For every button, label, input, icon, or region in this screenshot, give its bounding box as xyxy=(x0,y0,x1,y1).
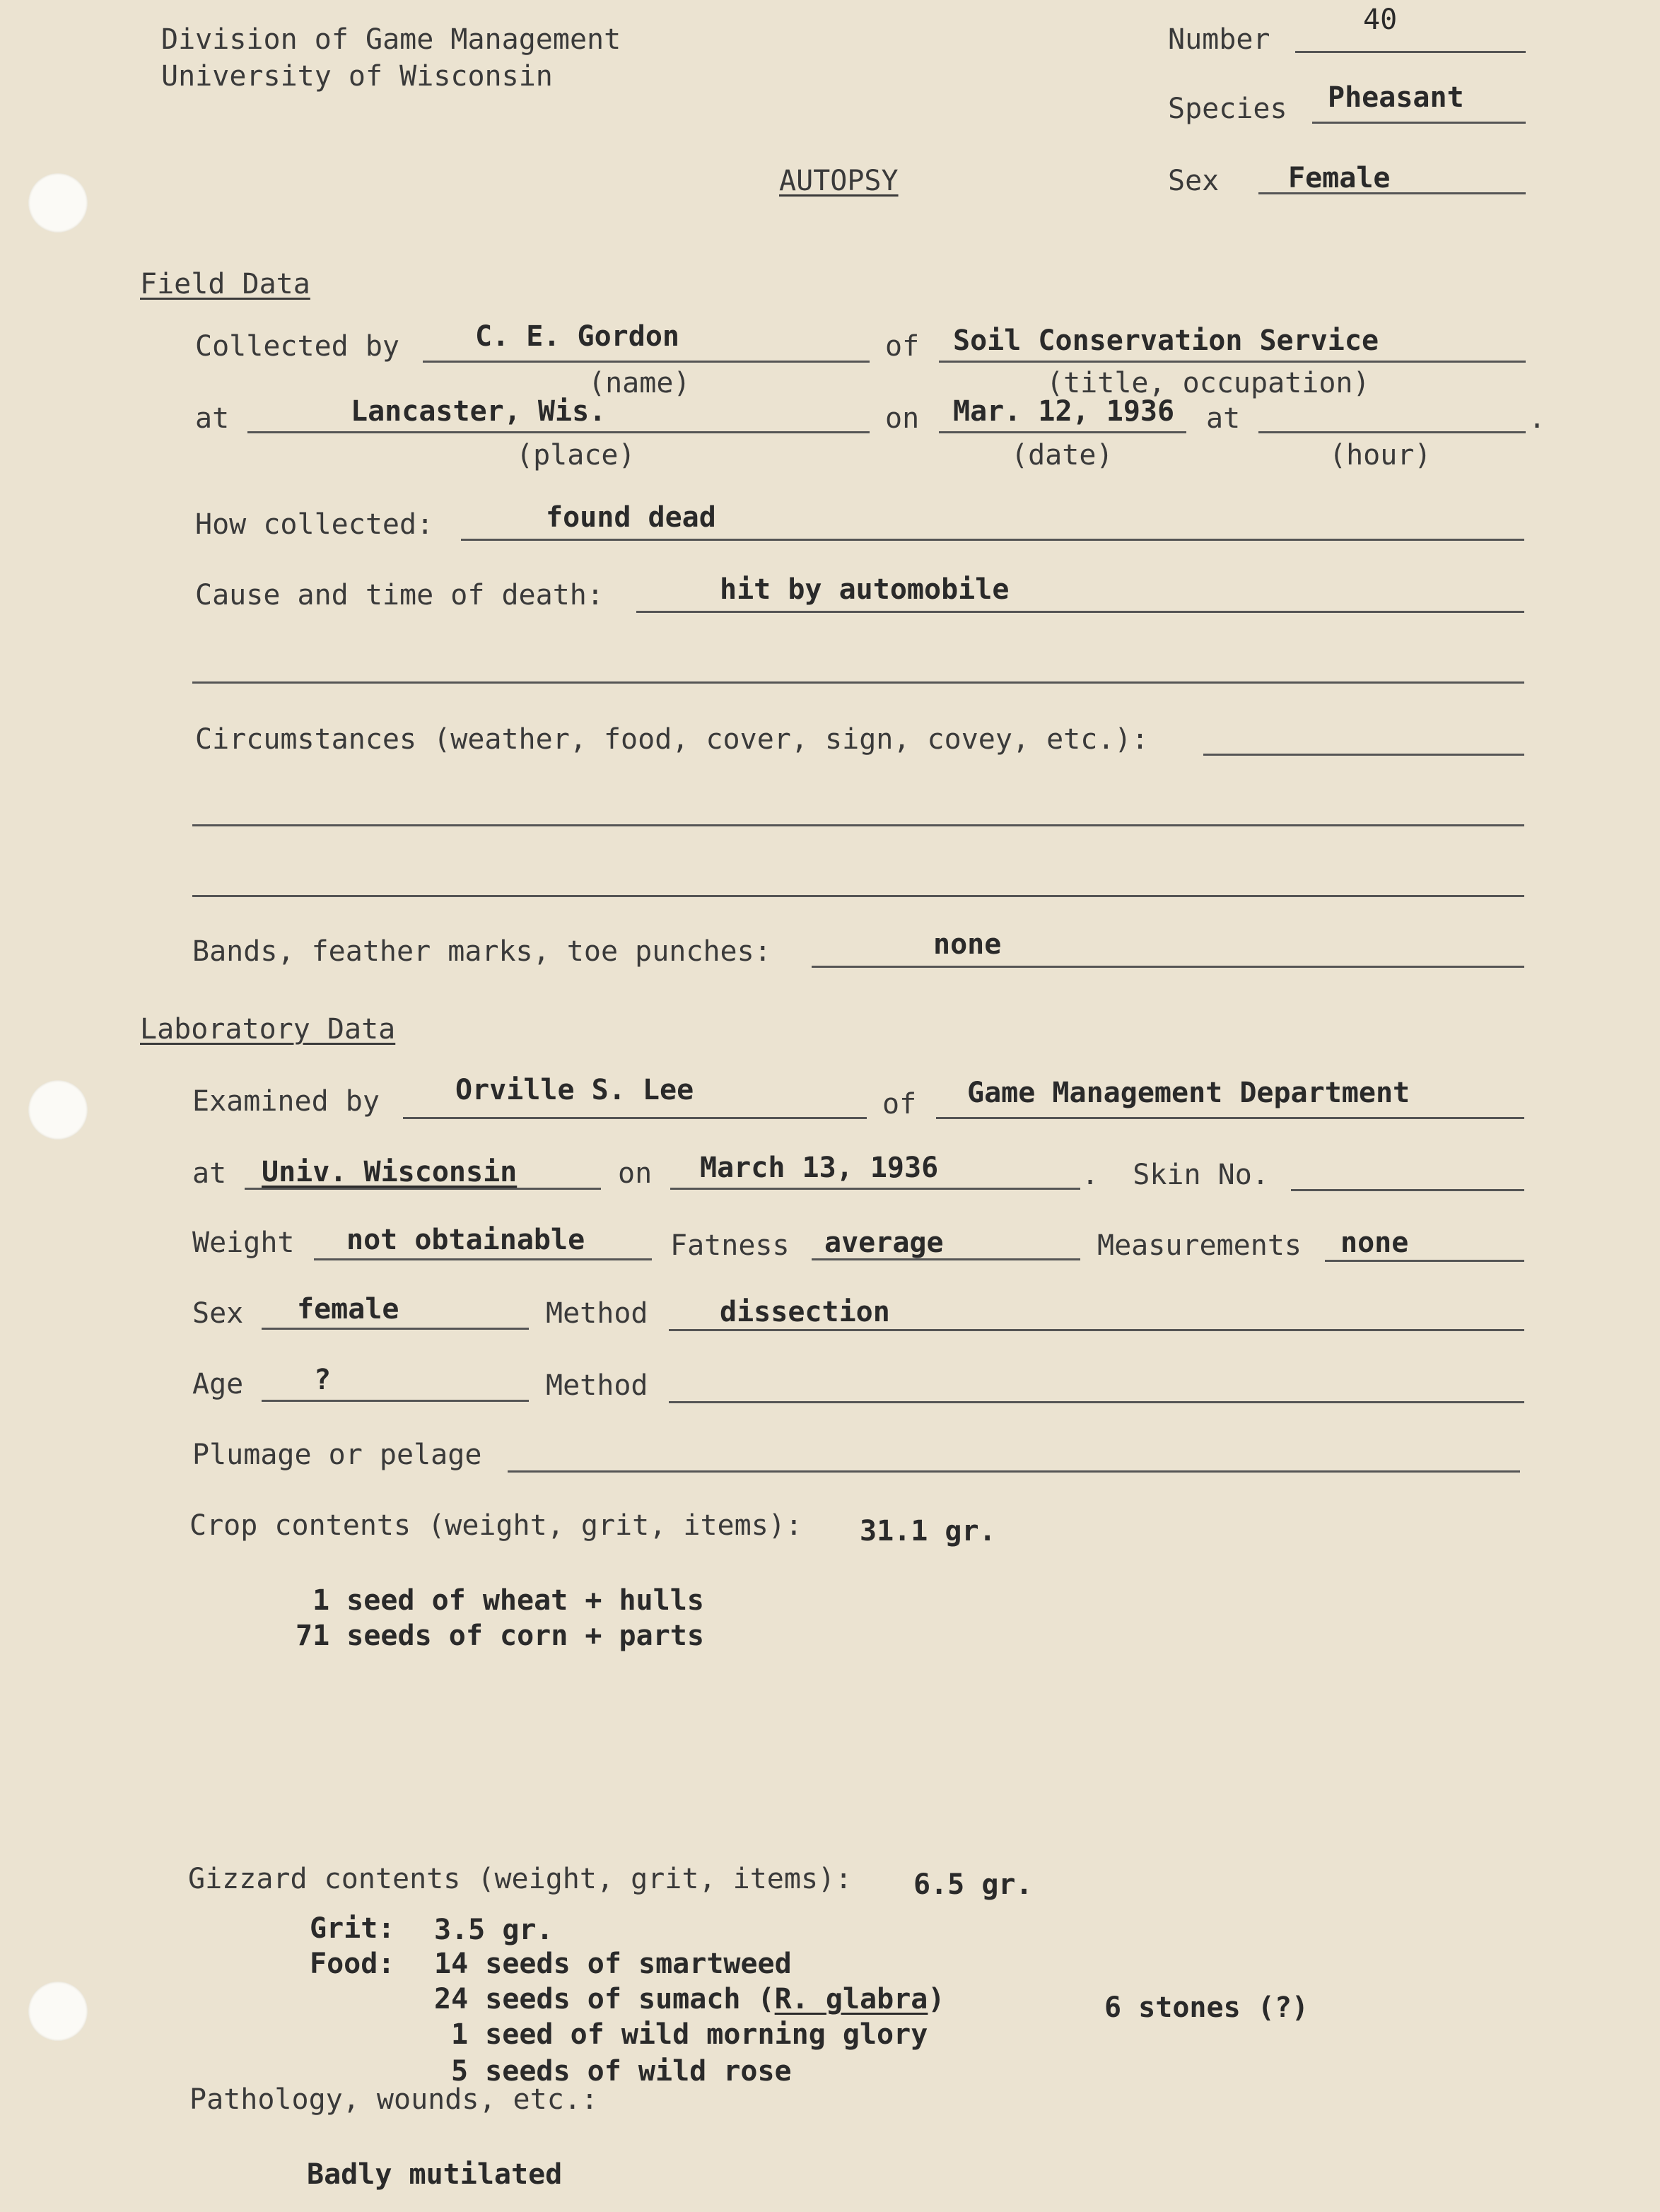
lab-sex-value: female xyxy=(297,1293,399,1326)
how-collected-label: How collected: xyxy=(195,508,434,541)
lab-of-label: of xyxy=(882,1088,917,1120)
collected-by-label: Collected by xyxy=(195,330,399,363)
sex-label: Sex xyxy=(1168,165,1220,197)
lab-on-value: March 13, 1936 xyxy=(700,1152,939,1184)
cause-line xyxy=(636,611,1524,613)
circumstances-line-3 xyxy=(192,895,1524,897)
hour-line xyxy=(1258,431,1526,433)
place-value: Lancaster, Wis. xyxy=(351,395,607,428)
number-line xyxy=(1295,51,1526,53)
weight-label: Weight xyxy=(192,1227,295,1259)
lab-on-line xyxy=(670,1188,1080,1190)
occupation-value: Soil Conservation Service xyxy=(953,324,1379,357)
measurements-line xyxy=(1325,1260,1524,1262)
plumage-label: Plumage or pelage xyxy=(192,1439,482,1471)
food-item: 1 seed of wild morning glory xyxy=(451,2018,928,2051)
food-item: 14 seeds of smartweed xyxy=(434,1948,792,1980)
autopsy-title: AUTOPSY xyxy=(779,165,899,197)
hour-caption: (hour) xyxy=(1329,439,1432,472)
weight-line xyxy=(314,1258,652,1260)
at-hour-label: at xyxy=(1206,402,1241,435)
bands-label: Bands, feather marks, toe punches: xyxy=(192,935,771,968)
fatness-label: Fatness xyxy=(670,1229,790,1262)
plumage-line xyxy=(508,1470,1520,1473)
how-collected-value: found dead xyxy=(546,501,716,534)
cause-line-2 xyxy=(192,681,1524,684)
fatness-value: average xyxy=(824,1227,944,1259)
sex-method-line xyxy=(669,1329,1524,1331)
bands-value: none xyxy=(933,928,1002,961)
grit-label: Grit: xyxy=(310,1912,395,1945)
collected-by-value: C. E. Gordon xyxy=(475,320,679,353)
place-line xyxy=(247,431,870,433)
how-collected-line xyxy=(461,539,1524,541)
lab-on-label: on xyxy=(618,1157,653,1190)
crop-label: Crop contents (weight, grit, items): xyxy=(189,1509,802,1542)
examined-by-value: Orville S. Lee xyxy=(455,1074,694,1106)
occupation-line xyxy=(939,361,1526,363)
sex-method-value: dissection xyxy=(720,1296,890,1328)
gizzard-weight: 6.5 gr. xyxy=(913,1868,1033,1901)
place-caption: (place) xyxy=(516,439,636,472)
pathology-value: Badly mutilated xyxy=(307,2158,563,2191)
age-method-line xyxy=(669,1401,1524,1403)
age-method-label: Method xyxy=(546,1369,648,1402)
food-label: Food: xyxy=(310,1948,395,1980)
binder-hole-bottom xyxy=(28,1982,88,2041)
pathology-label: Pathology, wounds, etc.: xyxy=(189,2083,598,2116)
grit-value: 3.5 gr. xyxy=(434,1914,554,1946)
weight-value: not obtainable xyxy=(346,1224,585,1256)
examined-by-label: Examined by xyxy=(192,1085,380,1118)
species-label: Species xyxy=(1168,93,1287,125)
skin-no-label: . Skin No. xyxy=(1082,1159,1269,1191)
food-item: 5 seeds of wild rose xyxy=(451,2055,792,2088)
food-item: 24 seeds of sumach (R. glabra) xyxy=(434,1983,945,2015)
date-line xyxy=(939,431,1186,433)
lab-sex-line xyxy=(262,1328,529,1330)
age-line xyxy=(262,1400,529,1402)
department-value: Game Management Department xyxy=(967,1077,1410,1109)
lab-sex-label: Sex xyxy=(192,1297,244,1330)
gizzard-label: Gizzard contents (weight, grit, items): xyxy=(188,1863,853,1895)
lab-at-label: at xyxy=(192,1157,227,1190)
species-value: Pheasant xyxy=(1328,81,1464,114)
date-caption: (date) xyxy=(1011,439,1114,472)
binder-hole-top xyxy=(28,173,88,233)
field-data-heading: Field Data xyxy=(140,268,310,300)
circumstances-label: Circumstances (weather, food, cover, sign, covey, etc.): xyxy=(195,723,1149,756)
department-line xyxy=(936,1117,1524,1119)
skin-no-line xyxy=(1291,1189,1524,1191)
measurements-value: none xyxy=(1340,1227,1409,1259)
occupation-caption: (title, occupation) xyxy=(1046,367,1370,399)
division-name: Division of Game Management xyxy=(161,23,621,56)
of-label: of xyxy=(885,330,920,363)
measurements-label: Measurements xyxy=(1097,1229,1302,1262)
circumstances-line-2 xyxy=(192,824,1524,826)
number-label: Number xyxy=(1168,23,1270,56)
lab-at-value: Univ. Wisconsin xyxy=(262,1156,518,1188)
bands-line xyxy=(812,966,1524,968)
species-line xyxy=(1312,122,1526,124)
crop-item: 71 seeds of corn + parts xyxy=(296,1620,704,1652)
date-value: Mar. 12, 1936 xyxy=(953,395,1175,428)
sex-method-label: Method xyxy=(546,1297,648,1330)
number-value: 40 xyxy=(1363,4,1398,36)
name-caption: (name) xyxy=(588,367,691,399)
examined-by-line xyxy=(403,1117,867,1119)
hour-period: . xyxy=(1529,402,1546,435)
university-name: University of Wisconsin xyxy=(161,60,553,93)
crop-item: 1 seed of wheat + hulls xyxy=(312,1584,704,1617)
crop-weight: 31.1 gr. xyxy=(860,1515,996,1547)
sumach-species-name: R. glabra xyxy=(774,1983,928,2015)
age-label: Age xyxy=(192,1368,244,1400)
cause-value: hit by automobile xyxy=(720,573,1010,606)
age-value: ? xyxy=(314,1364,332,1396)
binder-hole-middle xyxy=(28,1080,88,1140)
sex-value: Female xyxy=(1288,162,1391,194)
stones-note: 6 stones (?) xyxy=(1104,1991,1309,2024)
collected-by-line xyxy=(423,361,870,363)
cause-label: Cause and time of death: xyxy=(195,579,604,611)
on-label: on xyxy=(885,402,920,435)
circumstances-line xyxy=(1203,754,1524,756)
at-label: at xyxy=(195,402,230,435)
laboratory-data-heading: Laboratory Data xyxy=(140,1013,396,1046)
